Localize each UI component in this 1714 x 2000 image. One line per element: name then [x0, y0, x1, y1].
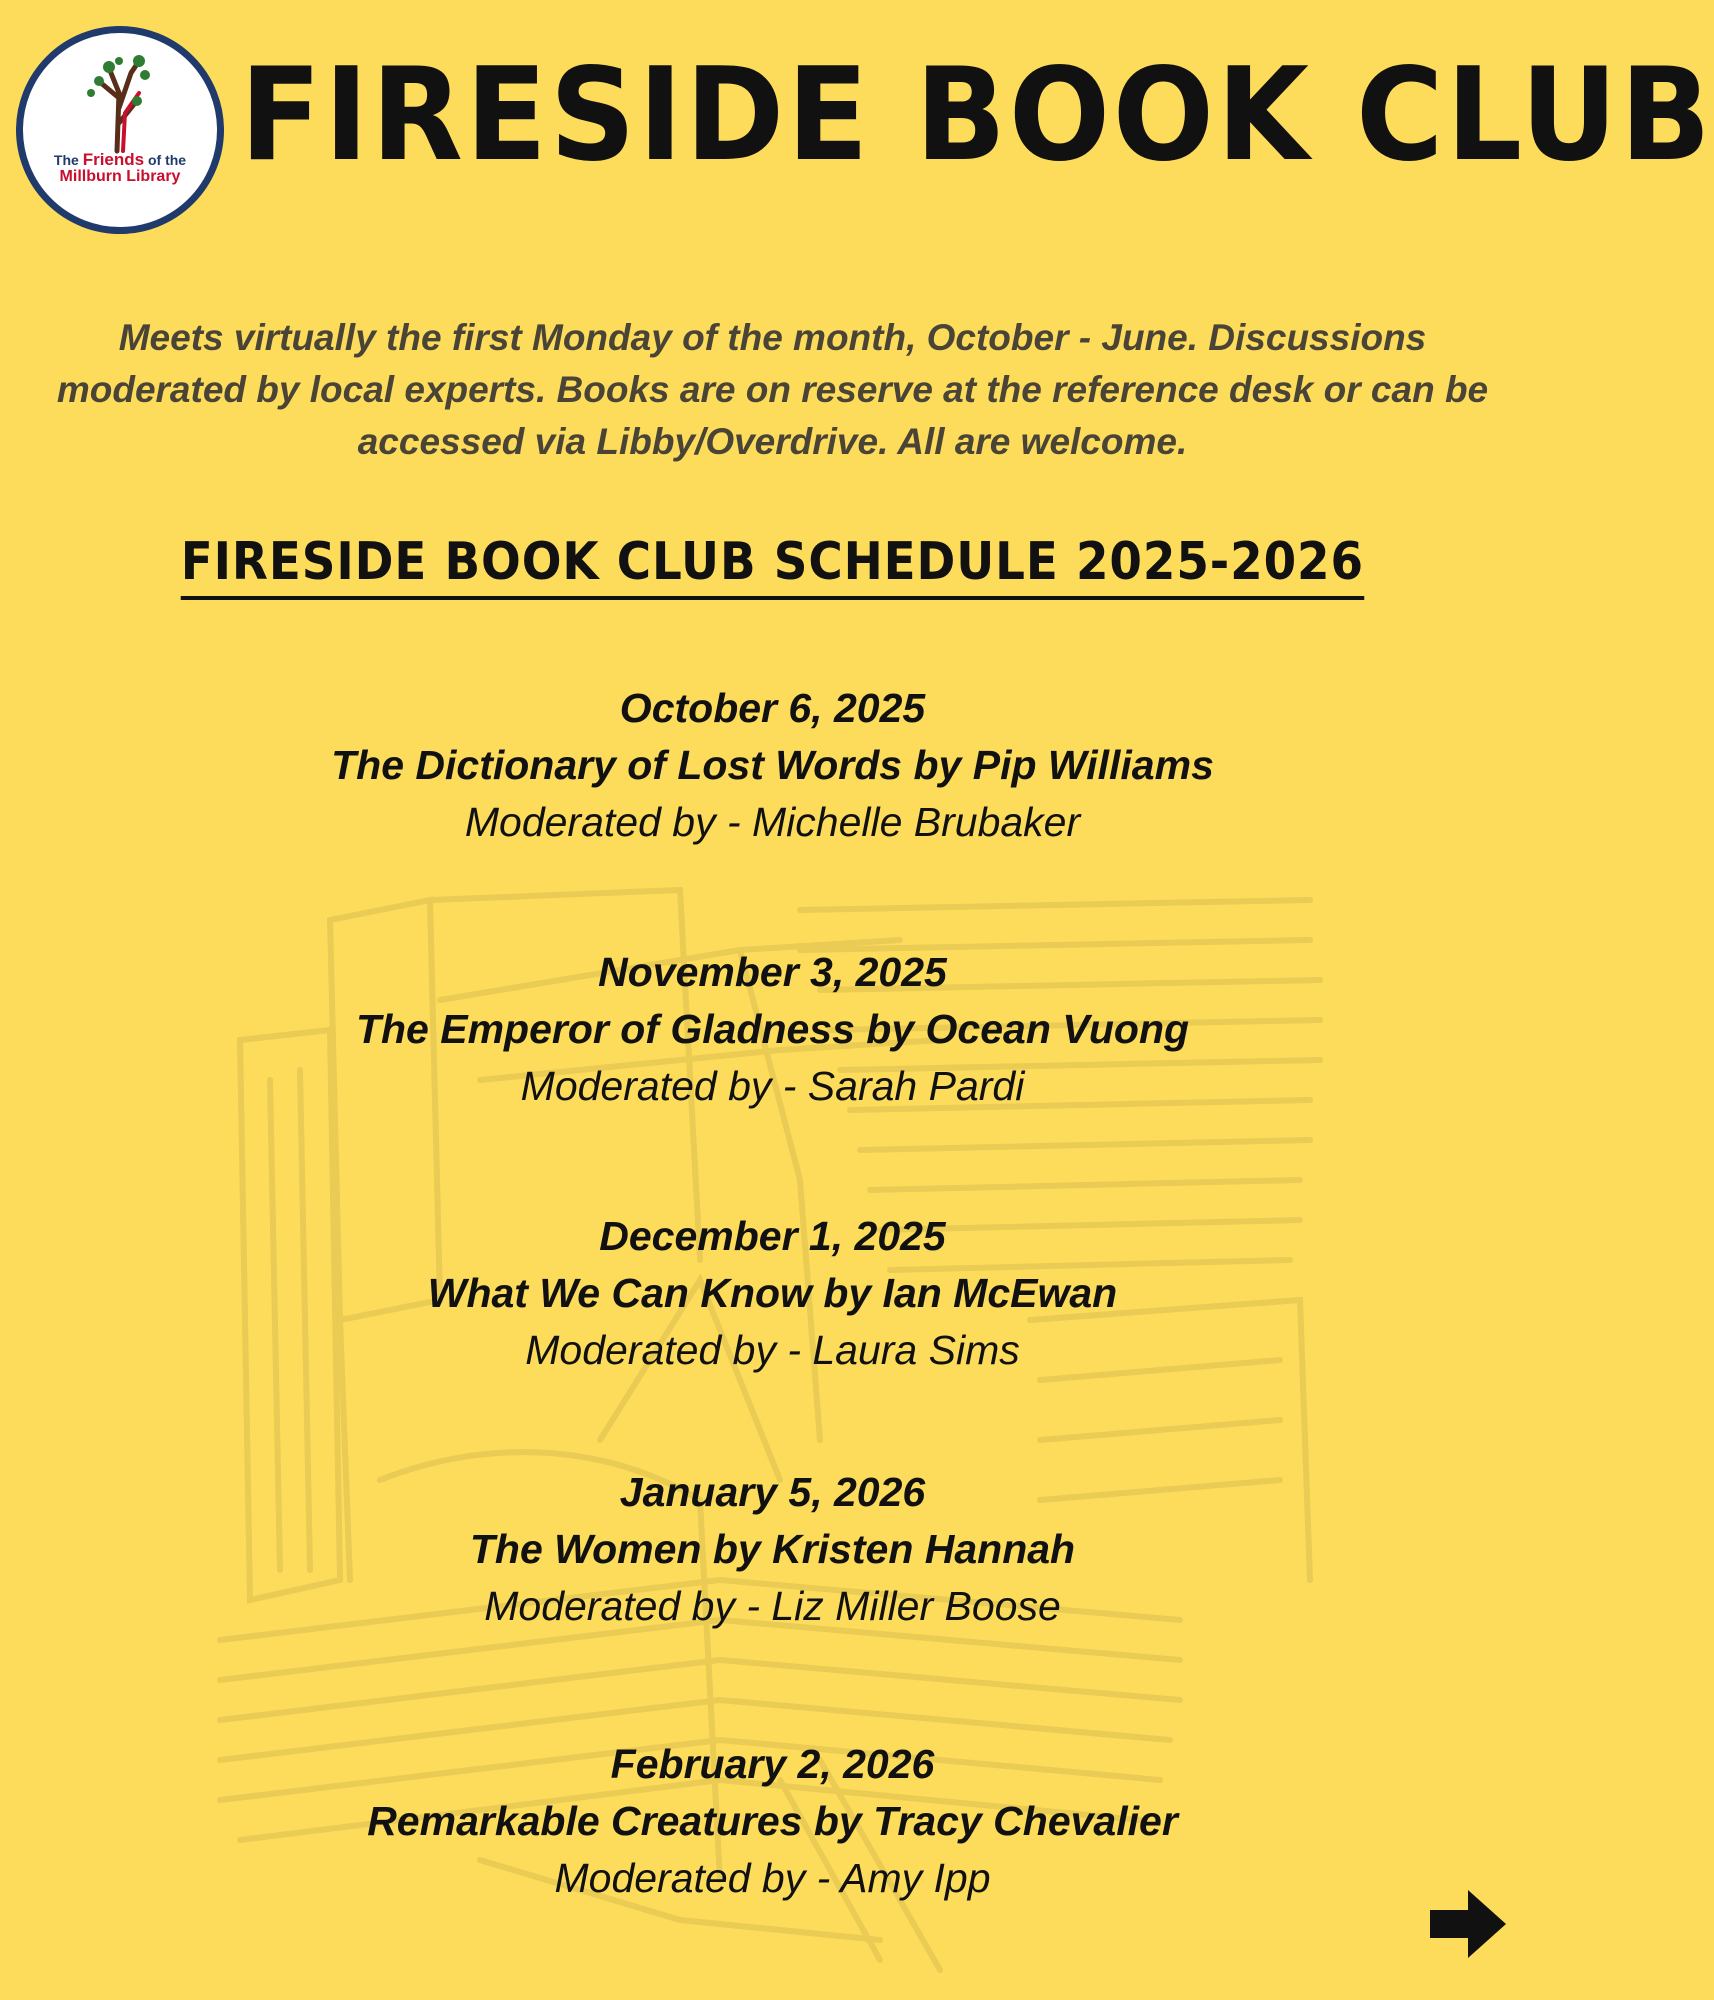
entry-date: January 5, 2026 — [619, 1469, 926, 1515]
logo-friends: Friends — [82, 150, 145, 169]
schedule-heading — [0, 532, 1545, 600]
page-title: FIRESIDE BOOK CLUB — [240, 41, 1714, 190]
schedule-entry — [0, 1208, 1545, 1379]
entry-book: Remarkable Creatures by Tracy Chevalier — [367, 1798, 1178, 1844]
entry-moderator: Moderated by - Liz Miller Boose — [484, 1583, 1061, 1629]
entry-book: The Emperor of Gladness by Ocean Vuong — [355, 1006, 1190, 1052]
schedule-entry — [0, 680, 1545, 851]
schedule-heading-text: FIRESIDE BOOK CLUB SCHEDULE 2025-2026 — [181, 532, 1364, 600]
entry-book: The Women by Kristen Hannah — [469, 1526, 1076, 1572]
entry-date: December 1, 2025 — [599, 1213, 946, 1259]
schedule-entry — [0, 944, 1545, 1115]
schedule-entry — [0, 1736, 1545, 1907]
entry-moderator: Moderated by - Amy Ipp — [554, 1855, 991, 1901]
entry-moderator: Moderated by - Sarah Pardi — [520, 1063, 1025, 1109]
schedule-entry — [0, 1464, 1545, 1635]
logo-text — [23, 151, 217, 186]
entry-moderator: Moderated by - Michelle Brubaker — [464, 799, 1081, 845]
tree-icon — [79, 53, 161, 153]
logo-the: The — [53, 152, 79, 168]
entry-book: What We Can Know by Ian McEwan — [427, 1270, 1118, 1316]
next-arrow-icon[interactable] — [1428, 1884, 1508, 1964]
entry-moderator: Moderated by - Laura Sims — [525, 1327, 1020, 1373]
entry-date: October 6, 2025 — [619, 685, 926, 731]
entry-date: February 2, 2026 — [610, 1741, 935, 1787]
entry-book: The Dictionary of Lost Words by Pip Williams — [331, 742, 1214, 788]
intro-text: Meets virtually the first Monday of the month, October - June. Discussions moderated by local experts. Books are on reserve at the reference desk or can be accessed via Libby/Overdrive. All are welcome. — [56, 317, 1489, 462]
entry-date: November 3, 2025 — [598, 949, 947, 995]
friends-of-millburn-library-logo — [16, 26, 224, 234]
logo-library-name: Millburn Library — [59, 167, 181, 185]
logo-of-the: of the — [147, 152, 187, 168]
